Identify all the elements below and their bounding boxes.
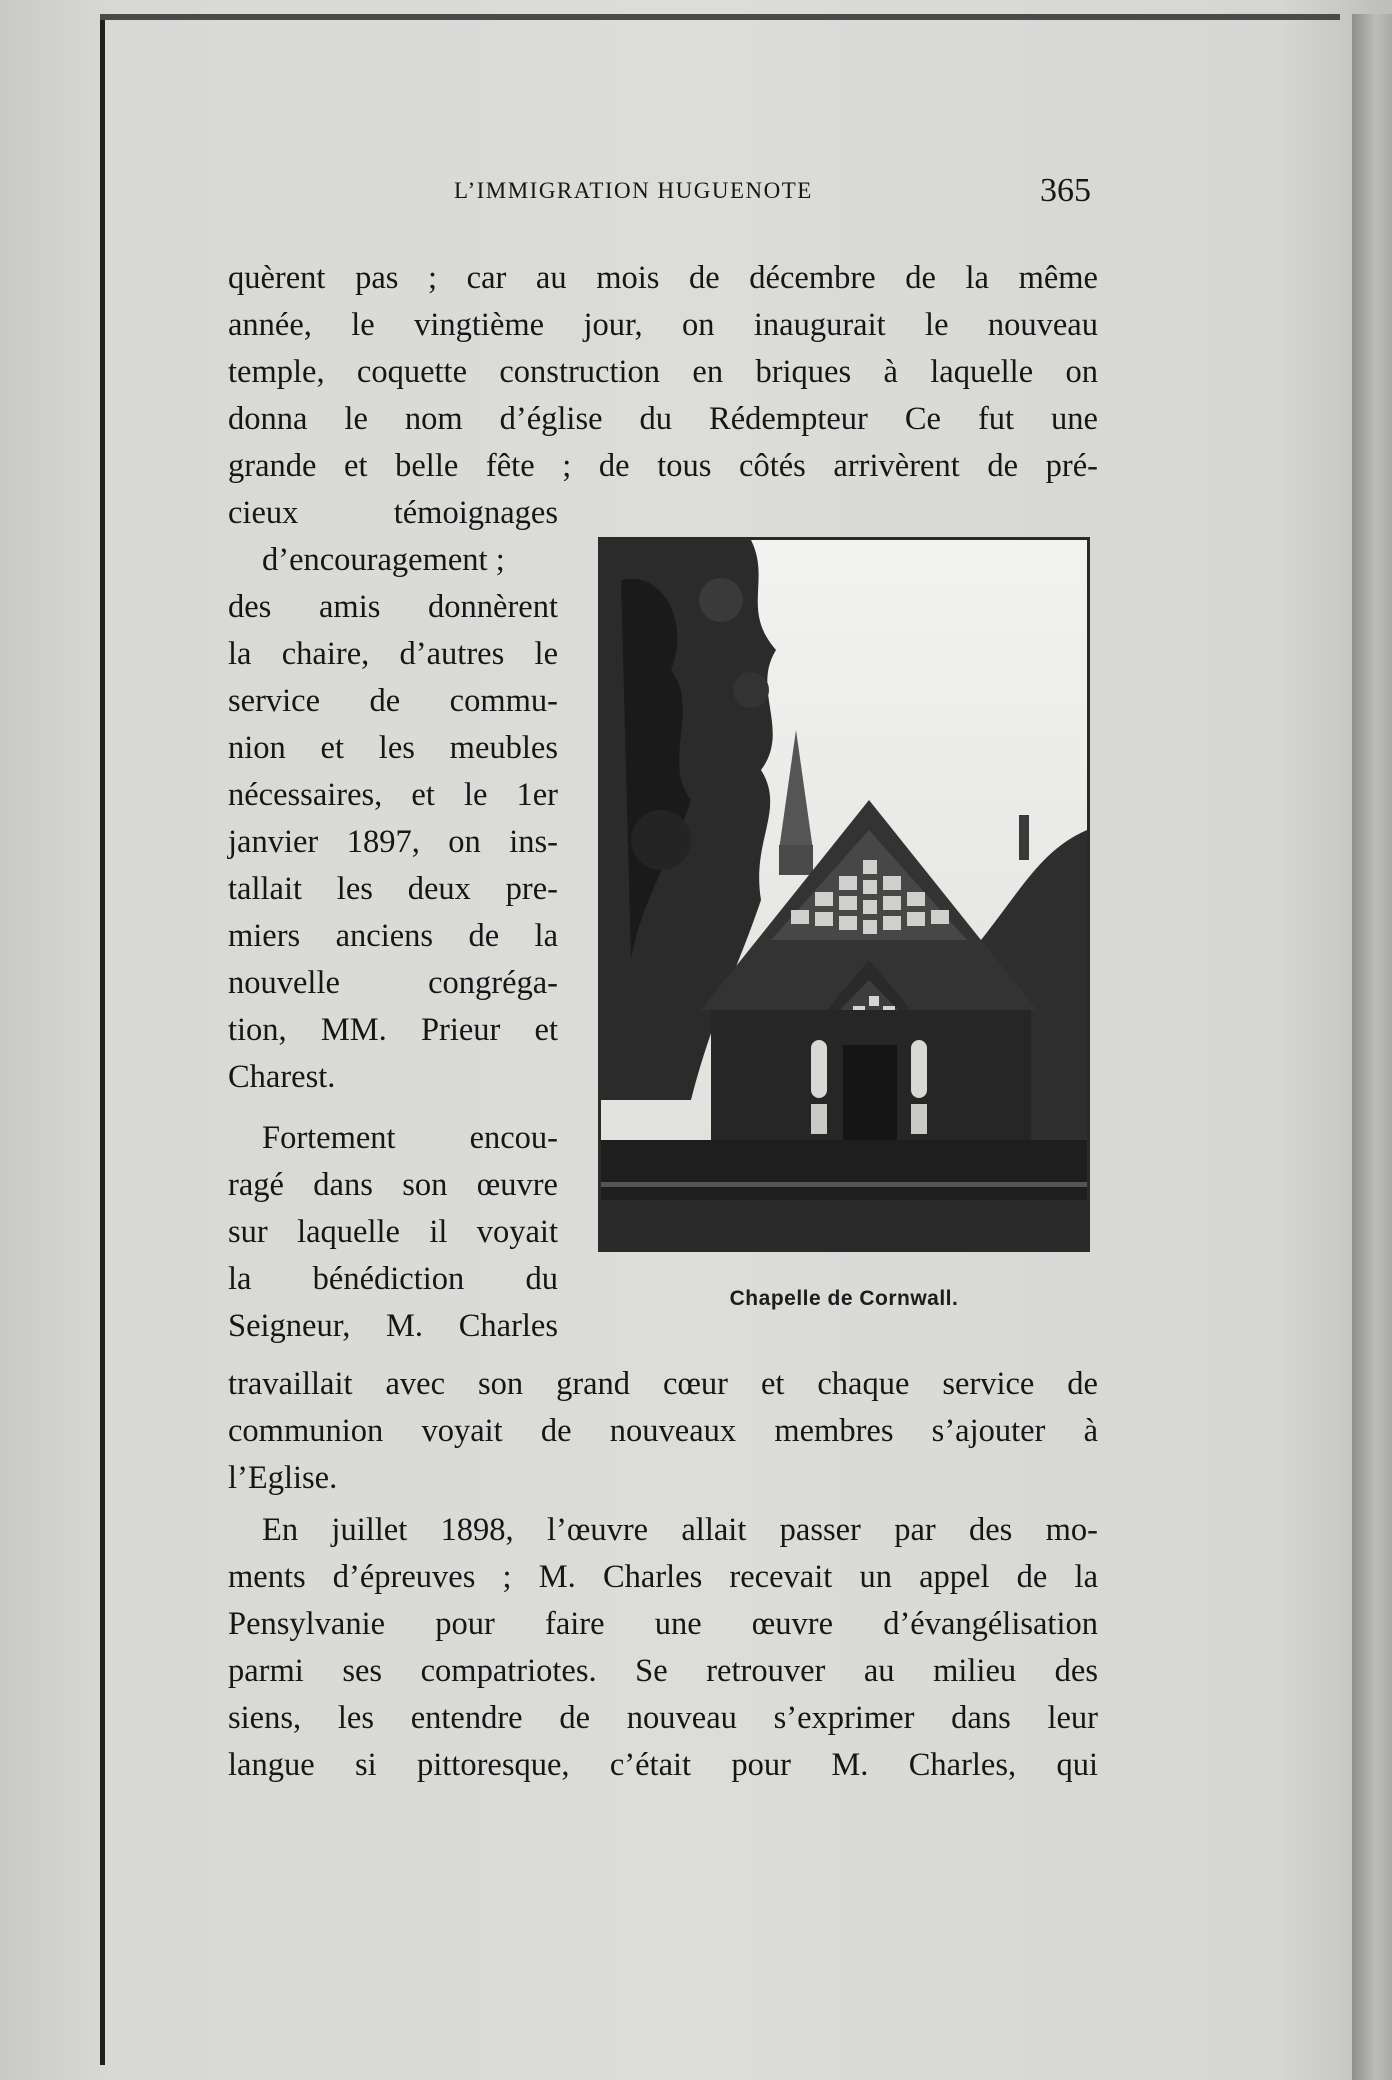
text-line: année, le vingtième jour, on inaugurait le nouveau — [228, 307, 1098, 343]
text-line: cieux témoignages — [228, 495, 558, 531]
text-line: Charest. — [228, 1059, 336, 1095]
running-title: L’IMMIGRATION HUGUENOTE — [454, 178, 813, 203]
page-right-edge — [1352, 14, 1392, 2080]
text-line: quèrent pas ; car au mois de décembre de la même — [228, 260, 1098, 296]
text-line: la chaire, d’autres le — [228, 636, 558, 672]
text-line: siens, les entendre de nouveau s’exprimer dans leur — [228, 1700, 1098, 1736]
text-line: ragé dans son œuvre — [228, 1167, 558, 1203]
text-line: communion voyait de nouveaux membres s’ajouter à — [228, 1413, 1098, 1449]
text-line: l’Eglise. — [228, 1460, 338, 1496]
text-line: miers anciens de la — [228, 918, 558, 954]
text-line: langue si pittoresque, c’était pour M. Charles, qui — [228, 1747, 1098, 1783]
text-line: tallait les deux pre- — [228, 871, 558, 907]
text-line: nécessaires, et le 1er — [228, 777, 558, 813]
binding-edge — [100, 20, 105, 2065]
text-line: temple, coquette construction en briques à laquelle on — [228, 354, 1098, 390]
text-line: donna le nom d’église du Rédempteur Ce fut une — [228, 401, 1098, 437]
page-number: 365 — [1040, 172, 1091, 209]
text-line: nouvelle congréga- — [228, 965, 558, 1001]
text-line: Pensylvanie pour faire une œuvre d’évangélisation — [228, 1606, 1098, 1642]
text-line: En juillet 1898, l’œuvre allait passer par des mo- — [262, 1512, 1098, 1548]
text-line: d’encouragement ; — [262, 542, 505, 578]
text-line: sur laquelle il voyait — [228, 1214, 558, 1250]
text-line: travaillait avec son grand cœur et chaque service de — [228, 1366, 1098, 1402]
text-line: ments d’épreuves ; M. Charles recevait un appel de la — [228, 1559, 1098, 1595]
text-line: nion et les meubles — [228, 730, 558, 766]
text-line: grande et belle fête ; de tous côtés arrivèrent de pré- — [228, 448, 1098, 484]
figure-caption: Chapelle de Cornwall. — [729, 1287, 959, 1310]
page-top-edge — [100, 14, 1340, 20]
text-line: parmi ses compatriotes. Se retrouver au milieu des — [228, 1653, 1098, 1689]
text-line: des amis donnèrent — [228, 589, 558, 625]
text-line: service de commu- — [228, 683, 558, 719]
chapel-photograph — [598, 537, 1090, 1252]
text-line: tion, MM. Prieur et — [228, 1012, 558, 1048]
text-line: Seigneur, M. Charles — [228, 1308, 558, 1344]
text-line: la bénédiction du — [228, 1261, 558, 1297]
text-line: janvier 1897, on ins- — [228, 824, 558, 860]
text-line: Fortement encou- — [262, 1120, 558, 1156]
